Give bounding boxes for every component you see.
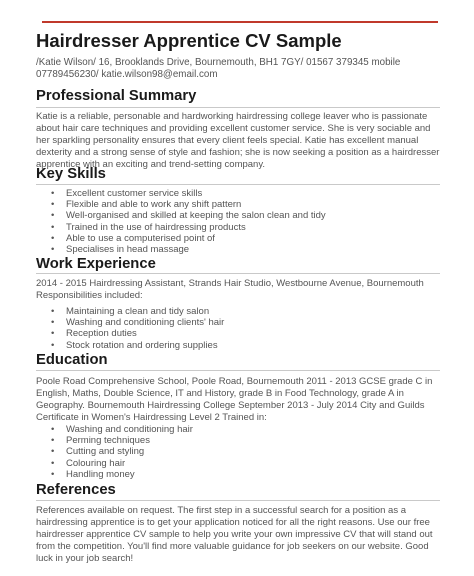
skills-list	[36, 188, 440, 255]
education-list	[36, 424, 440, 480]
contact-details: /Katie Wilson/ 16, Brooklands Drive, Bournemouth, BH1 7GY/ 01567 379345 mobile 07789456230/ katie.wilson98@email.com	[36, 57, 401, 80]
experience-divider	[36, 273, 440, 274]
list-item: • Washing and conditioning hair	[36, 424, 440, 435]
list-item: • Well-organised and skilled at keeping the salon clean and tidy	[36, 210, 440, 221]
skills-heading: Key Skills	[36, 166, 106, 182]
list-item: • Handling money	[36, 469, 440, 480]
list-item: • Flexible and able to work any shift pattern	[36, 199, 440, 210]
list-item: • Perming techniques	[36, 435, 440, 446]
experience-intro: 2014 - 2015 Hairdressing Assistant, Strands Hair Studio, Westbourne Avenue, Bournemouth Responsibilities included:	[36, 278, 424, 301]
list-item: • Reception duties	[36, 328, 440, 339]
summary-text: Katie is a reliable, personable and hardworking hairdressing college leaver who is passionate about hair care techniques and providing excellent customer service. She is very sociable and her sparkling personality ensures that every client feels special. Katie has excellent manual dexterity and a strong sense of style and fashion; she is now seeking a position as a hairdresser apprentice with an exciting and trend-setting company.	[36, 111, 440, 170]
references-divider	[36, 500, 440, 501]
summary-heading: Professional Summary	[36, 88, 197, 104]
list-item: • Colouring hair	[36, 458, 440, 469]
experience-list	[36, 306, 440, 351]
list-item: • Able to use a computerised point of	[36, 233, 440, 244]
education-heading: Education	[36, 352, 108, 368]
list-item: • Maintaining a clean and tidy salon	[36, 306, 440, 317]
list-item: • Stock rotation and ordering supplies	[36, 340, 440, 351]
list-item: • Cutting and styling	[36, 446, 440, 457]
list-item: • Excellent customer service skills	[36, 188, 440, 199]
summary-divider	[36, 107, 440, 108]
experience-heading: Work Experience	[36, 256, 156, 272]
education-intro: Poole Road Comprehensive School, Poole Road, Bournemouth 2011 - 2013 GCSE grade C in English, Maths, Double Science, IT and History, grade B in Food Technology, grade A in Geography. Bournemouth Hairdressing College September 2013 - July 2014 City and Guilds Certificate in Women's Hairdressing Level 2 Trained in:	[36, 376, 433, 423]
references-text: References available on request. The first step in a successful search for a position as a hairdressing apprentice is to get your application noticed for all the right reasons. Use our free hairdresser apprentice CV sample to help you write your own impressive CV that will stand out from the competition. You'll find more valuable guidance for job seekers on our website. Good luck in your job search!	[36, 505, 433, 564]
list-item: • Washing and conditioning clients' hair	[36, 317, 440, 328]
top-accent-rule	[42, 21, 438, 23]
references-heading: References	[36, 482, 116, 498]
skills-divider	[36, 184, 440, 185]
list-item: • Specialises in head massage	[36, 244, 440, 255]
list-item: • Trained in the use of hairdressing products	[36, 222, 440, 233]
page-title: Hairdresser Apprentice CV Sample	[36, 30, 342, 51]
education-divider	[36, 370, 440, 371]
